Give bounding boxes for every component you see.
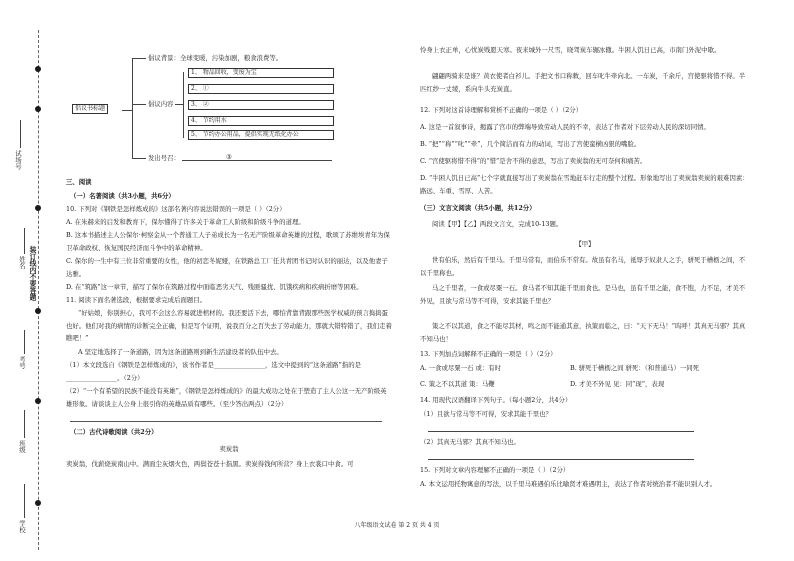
binding-hole xyxy=(35,106,41,112)
passage-paragraph: 世有伯乐，然后有千里马。千里马常有，而伯乐不常有。故虽有名马，祗辱于奴隶人之手，骈死于槽枥之间，不以千里称也。 xyxy=(420,256,746,277)
mindmap-item: 5、 节约办公用品，提倡实现无纸化办公 xyxy=(188,130,334,140)
mindmap-item: 2、 ① xyxy=(188,84,334,94)
option-a: A. 这是一首叙事诗，揭露了宫市的弊端导致劳动人民的不幸，表达了作者对下层劳动人民的深切同情。 xyxy=(420,123,710,131)
poem-continued: 翩翩两骑来是谁？黄衣使者白衫儿。手把文书口称敕，回车叱牛牵向北。一车炭，千余斤，宫使驱将惜不得。半匹红纱一丈绫，系向牛头充炭直。 xyxy=(420,72,746,93)
reading-instruction: 阅读【甲】【乙】两段文言文，完成10-13题。 xyxy=(432,220,563,228)
option-d: D. 才美不外见 见：同“现”，表现 xyxy=(570,380,665,388)
mindmap-slogan-label: 发出号召： xyxy=(148,154,180,162)
passage-paragraph: 策之不以其道，食之不能尽其材，鸣之而不能通其意，执策而临之，曰：“天下无马！”呜呼！其真无马邪？其真不知马也！ xyxy=(420,322,746,343)
question-10: 10. 下列对《钢铁是怎样炼成的》这部名著内容说法错误的一项是（ ）（2分） xyxy=(66,205,286,213)
passage-label: 【甲】 xyxy=(575,240,595,248)
mindmap-link xyxy=(132,158,146,159)
poem-title: 卖炭翁 xyxy=(219,445,239,453)
poem-text: 卖炭翁，伐薪烧炭南山中。满面尘灰烟火色，两鬓苍苍十指黑。卖炭得钱何所营？身上衣裳口中食。可 xyxy=(66,460,354,468)
seat-blank xyxy=(20,120,21,148)
question-13: 13. 下列加点词解释不正确的一项是（ ）（2分） xyxy=(420,350,557,358)
mindmap-link xyxy=(175,104,183,105)
binding-hole xyxy=(35,308,41,314)
mindmap-link xyxy=(183,72,184,138)
exam-no-blank xyxy=(24,330,25,354)
mindmap-link xyxy=(132,58,146,59)
mindmap-item: 1、 物品回收，变废为宝 xyxy=(188,68,334,78)
mindmap-link xyxy=(122,110,132,111)
question-14: 14. 用现代汉语翻译下列句子。（每小题2分，共4分） xyxy=(420,396,572,404)
option-c: C. 策之不以其道 策：马鞭 xyxy=(420,380,495,388)
option-b: B. 骈死于槽枥之间 骈死：（和普通马）一同死 xyxy=(570,364,700,372)
question-14-2: （2）其真无马邪？其真不知马也。 xyxy=(420,438,520,446)
option-d: D. “牛困人饥日已高”七个字就直接写出了卖炭翁在雪地赶车行走的整个过程。形象地写出了卖炭翁卖炭的艰难因素：路远、车重、雪厚、人苦。 xyxy=(420,174,749,195)
binding-hole xyxy=(35,398,41,404)
mindmap-item: 4、 节约用水 xyxy=(188,116,334,126)
poem-continued: 怜身上衣正单，心忧炭贱愿天寒。夜来城外一尺雪，晓驾炭车辗冰辙。牛困人饥日已高，市南门外泥中歇。 xyxy=(420,46,721,54)
question-11: 11. 阅读下面名著选段，根据要求完成后面题目。 xyxy=(66,296,207,304)
answer-line xyxy=(182,160,332,161)
passage-paragraph: 马之千里者，一食或尽粟一石。食马者不知其能千里而食也。是马也，虽有千里之能，食不饱，力不足，才美不外见，且欲与常马等不可得，安求其能千里也？ xyxy=(420,284,746,305)
option-b: B. 这本书描述主人公保尔·柯察金从一个普通工人子弟成长为一名无产阶级革命英雄的过程，歌颂了苏维埃青年为保卫革命政权、恢复国民经济而斗争中的革命精神。 xyxy=(66,231,390,252)
question-15: 15. 下列对文章内容理解不正确的一项是（ ）（2分） xyxy=(420,466,570,474)
mindmap-slogan-mark: ③ xyxy=(226,153,232,161)
question-12: 12. 下列对这首诗理解和赏析不正确的一项是（ ）（2分） xyxy=(420,106,583,114)
mindmap-background: 倡议背景：全球变暖，污染加剧，粮食浪费等。 xyxy=(148,54,283,62)
section-title: 三、阅读 xyxy=(66,178,92,186)
question-11-1: （1）本文段选自《钢铁是怎样炼成的》，该书作者是________________，选文中提到的“这条道路”指的是________________。（2分） xyxy=(66,361,361,382)
answer-line xyxy=(70,421,382,422)
page-footer: 八年级语文试卷 第 2 页 共 4 页 xyxy=(354,522,440,529)
binding-instruction: 装订线内不要答题 xyxy=(28,246,36,301)
name-label: 姓名 xyxy=(18,256,26,269)
option-a: A. 在朱赫来的启发和教育下，保尔懂得了许多关于革命工人阶级和阶级斗争的道理。 xyxy=(66,218,305,226)
mindmap-content-label: 倡议内容 xyxy=(148,100,174,108)
subsection-title: （三）文言文阅读（共5小题，共12分） xyxy=(420,204,536,212)
option-a: A. 本文运用托物寓意的写法，以千里马难遇伯乐比喻贤才难遇明主，表达了作者对统治者不能识别人才。 xyxy=(420,480,717,488)
option-c: C. 保尔的一生中有三位非常重要的女性，他的初恋冬妮娅，在铁路总工厂任共青团书记时认识的丽达，以及他妻子达雅。 xyxy=(66,257,388,278)
exam-no-label: 考号 xyxy=(18,356,26,369)
school-blank xyxy=(24,484,25,518)
mindmap-root: 倡议书标题 xyxy=(72,104,108,114)
mindmap-link xyxy=(132,104,146,105)
excerpt-text: “好姑娘，你别担心，我可不会这么容易就进棺材的。我还要活下去，哪怕背靠背跟那些医学权威的预言捣捣蛋也好。他们对我的病情的诊断完全正确，但是写个证明，说我百分之百失去了劳动能力，那就大错特错了，我们走着瞧吧！” xyxy=(66,309,392,343)
option-c: C. “宫使驱将惜不得”的“惜”是舍不得的意思，写出了卖炭翁的无可奈何和痛苦。 xyxy=(420,157,647,165)
question-11-2: （2）“一个有希望的民族不能没有英雄”，《钢铁是怎样炼成的》的最大成功之处在于塑造了主人公这一无产阶级英雄形象。请谈谈主人公身上很引你的英雄品质有哪些。（至少答出两点）（2分） xyxy=(66,387,387,408)
question-14-1: （1）且欲与常马等不可得，安求其能千里也？ xyxy=(420,410,552,418)
mindmap-item: 3、 ② xyxy=(188,100,334,110)
school-label: 学校 xyxy=(18,520,26,533)
class-blank xyxy=(24,410,25,438)
answer-line xyxy=(428,431,694,432)
binding-hole xyxy=(35,205,41,211)
mindmap-link xyxy=(132,58,133,158)
subsection-title: （二）古代诗歌阅读（共2分） xyxy=(70,428,158,436)
name-blank xyxy=(24,228,25,254)
class-label: 班级 xyxy=(18,440,26,453)
excerpt-instruction: A 坚定地选择了一条道路，因为这条道路则到新生活建设者的队伍中去。 xyxy=(78,348,283,356)
binding-hole xyxy=(35,66,41,72)
option-b: B. “把”“称”“叱”“牵”，几个简洁而有力的动词，写出了宫使蛮横凶狠的嘴脸。 xyxy=(420,140,641,148)
seat-label: 试场号 xyxy=(14,150,22,170)
answer-line xyxy=(428,459,694,460)
option-d: D. 在“筑路”这一章节，描写了保尔在筑路过程中面临恶劣天气、残匪骚扰、饥饿疾病和疾病折磨等困难。 xyxy=(66,283,363,291)
subsection-title: （一）名著阅读（共3小题，共6分） xyxy=(70,192,175,200)
option-a: A. 一食或尽粟一石 或：有时 xyxy=(420,364,502,372)
binding-hole xyxy=(35,500,41,506)
